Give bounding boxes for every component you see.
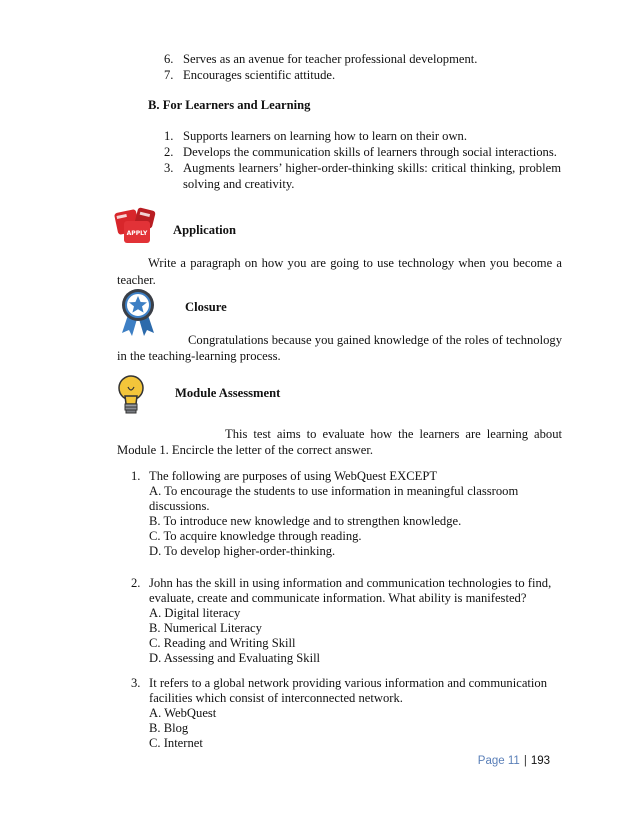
closure-paragraph-line1: Congratulations because you gained knowledge of the roles of technology bbox=[188, 333, 562, 347]
closure-title: Closure bbox=[185, 300, 227, 314]
page-number: 11 bbox=[507, 755, 520, 767]
question-text: It refers to a global network providing various information and communication bbox=[149, 676, 548, 690]
svg-text:APPLY: APPLY bbox=[126, 230, 148, 237]
question-text: The following are purposes of using WebQuest EXCEPT bbox=[149, 469, 438, 483]
answer-option: A. Digital literacy bbox=[149, 606, 241, 620]
page-footer bbox=[478, 754, 550, 769]
section-b-list bbox=[164, 129, 564, 193]
list-item: 6. Serves as an avenue for teacher professional development. bbox=[164, 52, 478, 66]
page-separator: | bbox=[523, 755, 527, 767]
apply-dice-icon bbox=[112, 205, 160, 245]
list-item: 3. Augments learners’ higher-order-thinking skills: critical thinking, problem solving and creativity. bbox=[164, 161, 561, 191]
question-text-cont: evaluate, create and communicate information. What ability is manifested? bbox=[149, 591, 527, 605]
answer-option: D. Assessing and Evaluating Skill bbox=[149, 651, 321, 665]
teacher-list-continued bbox=[164, 52, 564, 84]
assessment-intro-line1: This test aims to evaluate how the learners are learning about bbox=[225, 427, 562, 441]
award-ribbon-icon bbox=[118, 287, 158, 337]
answer-option: C. Internet bbox=[149, 736, 203, 750]
list-item: 1. Supports learners on learning how to learn on their own. bbox=[164, 129, 467, 143]
application-title: Application bbox=[173, 223, 236, 237]
answer-option: B. To introduce new knowledge and to strengthen knowledge. bbox=[149, 514, 462, 528]
closure-paragraph-line2: in the teaching-learning process. bbox=[117, 349, 281, 363]
list-item: 2. Develops the communication skills of learners through social interactions. bbox=[164, 145, 557, 159]
answer-option: B. Numerical Literacy bbox=[149, 621, 262, 635]
application-paragraph-line2: teacher. bbox=[117, 273, 156, 287]
answer-option: A. WebQuest bbox=[149, 706, 217, 720]
question-text: John has the skill in using information and communication technologies to find, bbox=[149, 576, 552, 590]
list-item: 7. Encourages scientific attitude. bbox=[164, 68, 336, 82]
question-text-cont: facilities which consist of interconnected network. bbox=[149, 691, 403, 705]
answer-option: C. Reading and Writing Skill bbox=[149, 636, 296, 650]
answer-option: C. To acquire knowledge through reading. bbox=[149, 529, 362, 543]
lightbulb-icon bbox=[116, 375, 146, 417]
page-label: Page bbox=[477, 755, 505, 767]
section-b-heading: B. For Learners and Learning bbox=[148, 98, 311, 112]
answer-option: B. Blog bbox=[149, 721, 189, 735]
answer-option: A. To encourage the students to use information in meaningful classroom bbox=[149, 484, 519, 498]
assessment-title: Module Assessment bbox=[175, 386, 281, 400]
assessment-intro-line2: Module 1. Encircle the letter of the correct answer. bbox=[117, 443, 373, 457]
answer-option: D. To develop higher-order-thinking. bbox=[149, 544, 336, 558]
application-paragraph-line1: Write a paragraph on how you are going to use technology when you become a bbox=[148, 256, 562, 270]
answer-option-cont: discussions. bbox=[149, 499, 210, 513]
page-total: 193 bbox=[530, 755, 550, 767]
